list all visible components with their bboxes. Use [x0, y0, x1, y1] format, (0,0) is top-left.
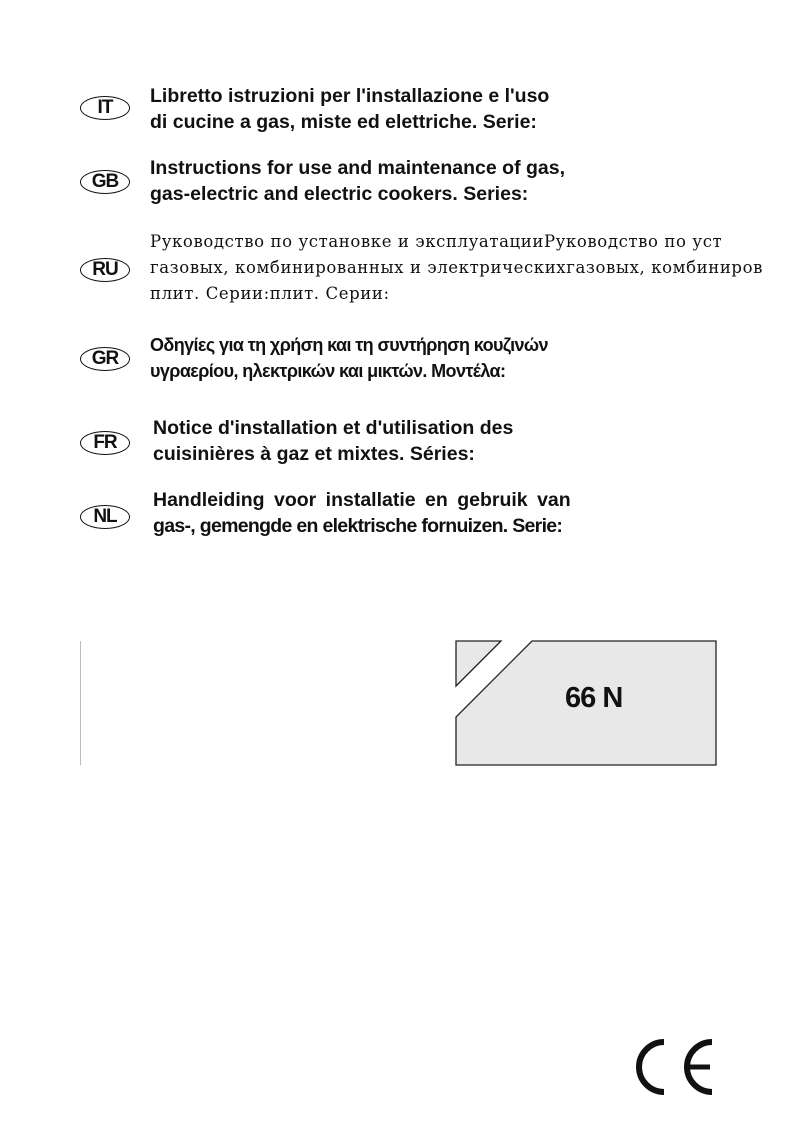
section-nl — [153, 487, 571, 539]
section-ru — [150, 229, 763, 307]
language-badge-ru: RU — [80, 258, 130, 282]
section-gb — [150, 155, 565, 207]
text-line: υγραερίου, ηλεκτρικών και μικτών. Μοντέλα: — [150, 361, 506, 381]
text-line: Instructions for use and maintenance of gas, — [150, 157, 565, 179]
text-line: gas-electric and electric cookers. Series: — [150, 183, 529, 205]
ce-mark-icon — [628, 1036, 718, 1098]
language-badge-gr: GR — [80, 347, 130, 371]
divider-line — [80, 641, 81, 765]
text-line: Οδηγίες για τη χρήση και τη συντήρηση κουζινών — [150, 335, 548, 355]
text-line: Libretto istruzioni per l'installazione e l'uso — [150, 85, 550, 107]
section-fr — [153, 415, 513, 467]
text-line: Handleiding voor installatie en gebruik van — [153, 489, 571, 511]
section-it — [150, 83, 549, 135]
text-line: di cucine a gas, miste ed elettriche. Serie: — [150, 111, 537, 133]
section-gr — [150, 332, 548, 384]
text-line: gas-, gemengde en elektrische fornuizen. Serie: — [153, 515, 563, 537]
text-line: плит. Серии:плит. Серии: — [150, 284, 390, 303]
text-line: cuisinières à gaz et mixtes. Séries: — [153, 443, 475, 465]
language-badge-it: IT — [80, 96, 130, 120]
text-line: газовых, комбинированных и электрическихгазовых, комбиниров — [150, 258, 764, 277]
language-badge-gb: GB — [80, 170, 130, 194]
language-badge-nl: NL — [80, 505, 130, 529]
text-line: Руководство по установке и эксплуатацииРуководство по уст — [150, 232, 723, 251]
model-number: 66 N — [565, 682, 623, 714]
text-line: Notice d'installation et d'utilisation des — [153, 417, 514, 439]
language-badge-fr: FR — [80, 431, 130, 455]
